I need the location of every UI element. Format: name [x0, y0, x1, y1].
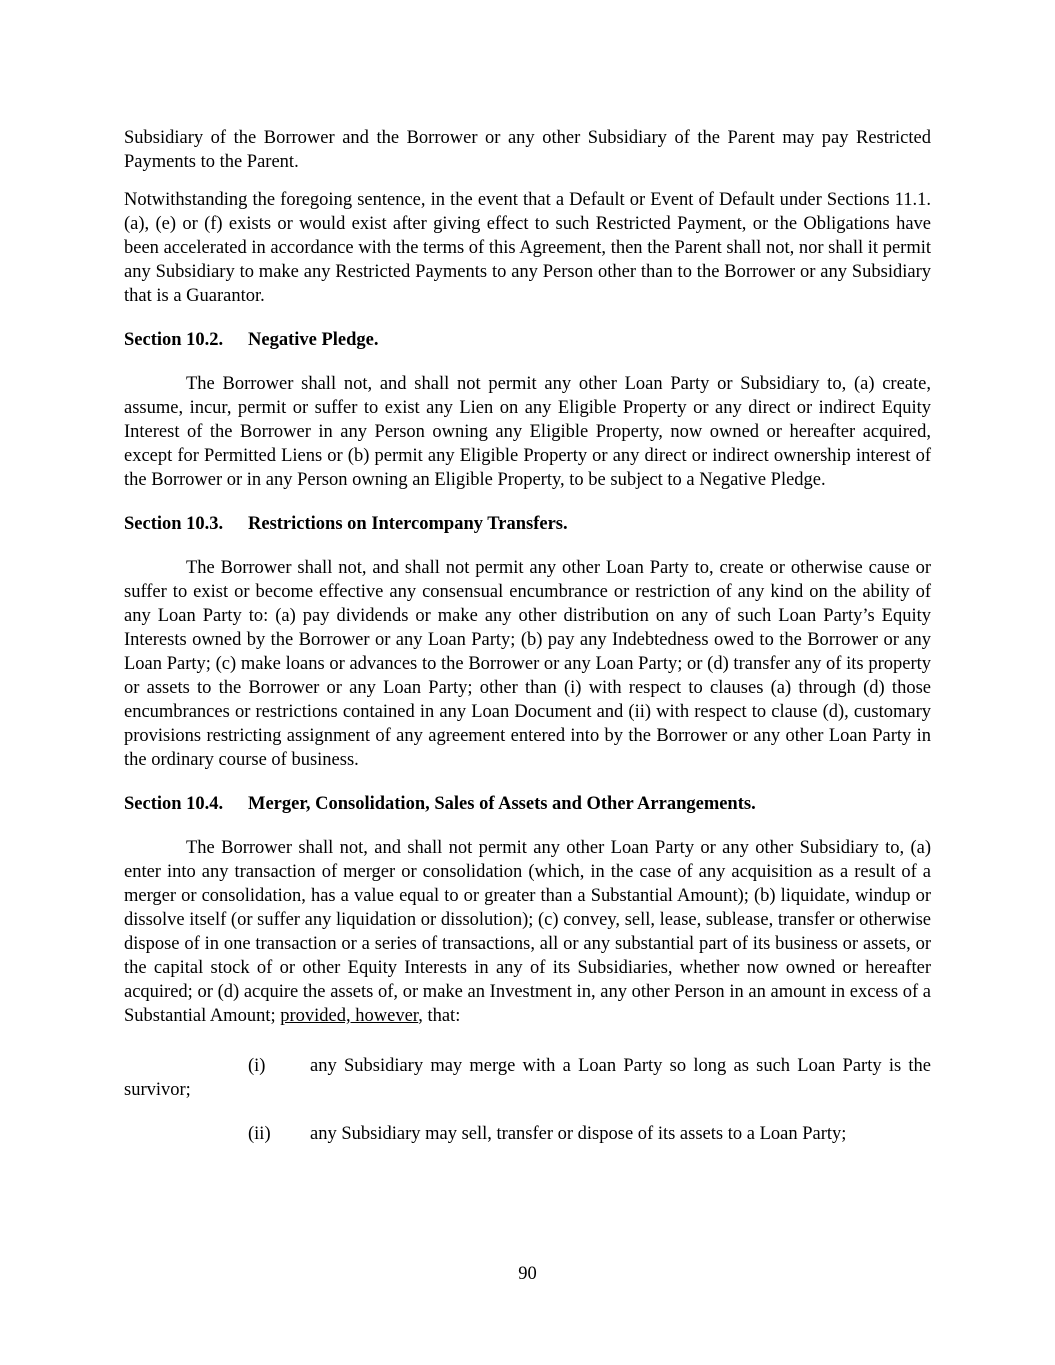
clause-item — [124, 1054, 931, 1102]
section-number: Section 10.4. — [124, 794, 224, 814]
clause-marker: (i) — [248, 1056, 266, 1076]
section-title: Negative Pledge. — [248, 330, 379, 350]
section-number: Section 10.2. — [124, 330, 224, 350]
section-body-10-2: The Borrower shall not, and shall not permit any other Loan Party or Subsidiary to, (a) create, assume, incur, permit or suffer to exist any Lien on any Eligible Property or any direct or indirect Equity Interest of the Borrower in any Person owning any Eligible Property, now owned or hereafter acquired, except for Permitted Liens or (b) permit any Eligible Property or any direct or indirect ownership interest of the Borrower or in any Person owning an Eligible Property, to be subject to a Negative Pledge. — [124, 374, 931, 490]
clause-text: any Subsidiary may merge with a Loan Party so long as such Loan Party is the survivor; — [124, 1056, 931, 1100]
section-title: Merger, Consolidation, Sales of Assets and Other Arrangements. — [248, 794, 756, 814]
clause-marker: (ii) — [248, 1124, 271, 1144]
section-body-text-end: , that: — [418, 1006, 461, 1026]
section-body-10-4 — [124, 836, 931, 1028]
section-heading-10-3 — [124, 512, 931, 536]
clause-text: any Subsidiary may sell, transfer or dispose of its assets to a Loan Party; — [310, 1124, 847, 1144]
section-heading-10-2 — [124, 328, 931, 352]
page-number: 90 — [518, 1264, 537, 1284]
section-title: Restrictions on Intercompany Transfers. — [248, 514, 568, 534]
clause-item — [124, 1122, 931, 1146]
section-number: Section 10.3. — [124, 514, 224, 534]
paragraph-continuation: Subsidiary of the Borrower and the Borrower or any other Subsidiary of the Parent may pay Restricted Payments to the Parent. — [124, 128, 931, 172]
section-heading-10-4 — [124, 792, 931, 816]
document-page — [124, 126, 931, 1146]
section-body-text: The Borrower shall not, and shall not permit any other Loan Party or any other Subsidiary to, (a) enter into any transaction of merger or consolidation (which, in the case of any acquisition as a result of a merger or consolidation, has a value equal to or greater than a Substantial Amount); (b) liquidate, windup or dissolve itself (or suffer any liquidation or dissolution); (c) convey, sell, lease, sublease, transfer or otherwise dispose of in one transaction or a series of transactions, all or any substantial part of its business or assets, or the capital stock of or other Equity Interests in any of its Subsidiaries, whether now owned or hereafter acquired; or (d) acquire the assets of, or make an Investment in, any other Person in an amount in excess of a Substantial Amount; — [124, 838, 931, 1026]
underlined-term: provided, however — [280, 1006, 419, 1026]
section-body-10-3: The Borrower shall not, and shall not permit any other Loan Party to, create or otherwise cause or suffer to exist or become effective any consensual encumbrance or restriction of any kind on the ability of any Loan Party to: (a) pay dividends or make any other distribution on any of such Loan Party’s Equity Interests owned by the Borrower or any Loan Party; (b) pay any Indebtedness owed to the Borrower or any Loan Party; (c) make loans or advances to the Borrower or any Loan Party; or (d) transfer any of its property or assets to the Borrower or any Loan Party; other than (i) with respect to clauses (a) through (d) those encumbrances or restrictions contained in any Loan Document and (ii) with respect to clause (d), customary provisions restricting assignment of any agreement entered into by the Borrower or any other Loan Party in the ordinary course of business. — [124, 558, 931, 770]
paragraph-notwithstanding: Notwithstanding the foregoing sentence, in the event that a Default or Event of Default under Sections 11.1.(a), (e) or (f) exists or would exist after giving effect to such Restricted Payment, or the Obligations have been accelerated in accordance with the terms of this Agreement, then the Parent shall not, nor shall it permit any Subsidiary to make any Restricted Payments to any Person other than to the Borrower or any Subsidiary that is a Guarantor. — [124, 190, 931, 306]
